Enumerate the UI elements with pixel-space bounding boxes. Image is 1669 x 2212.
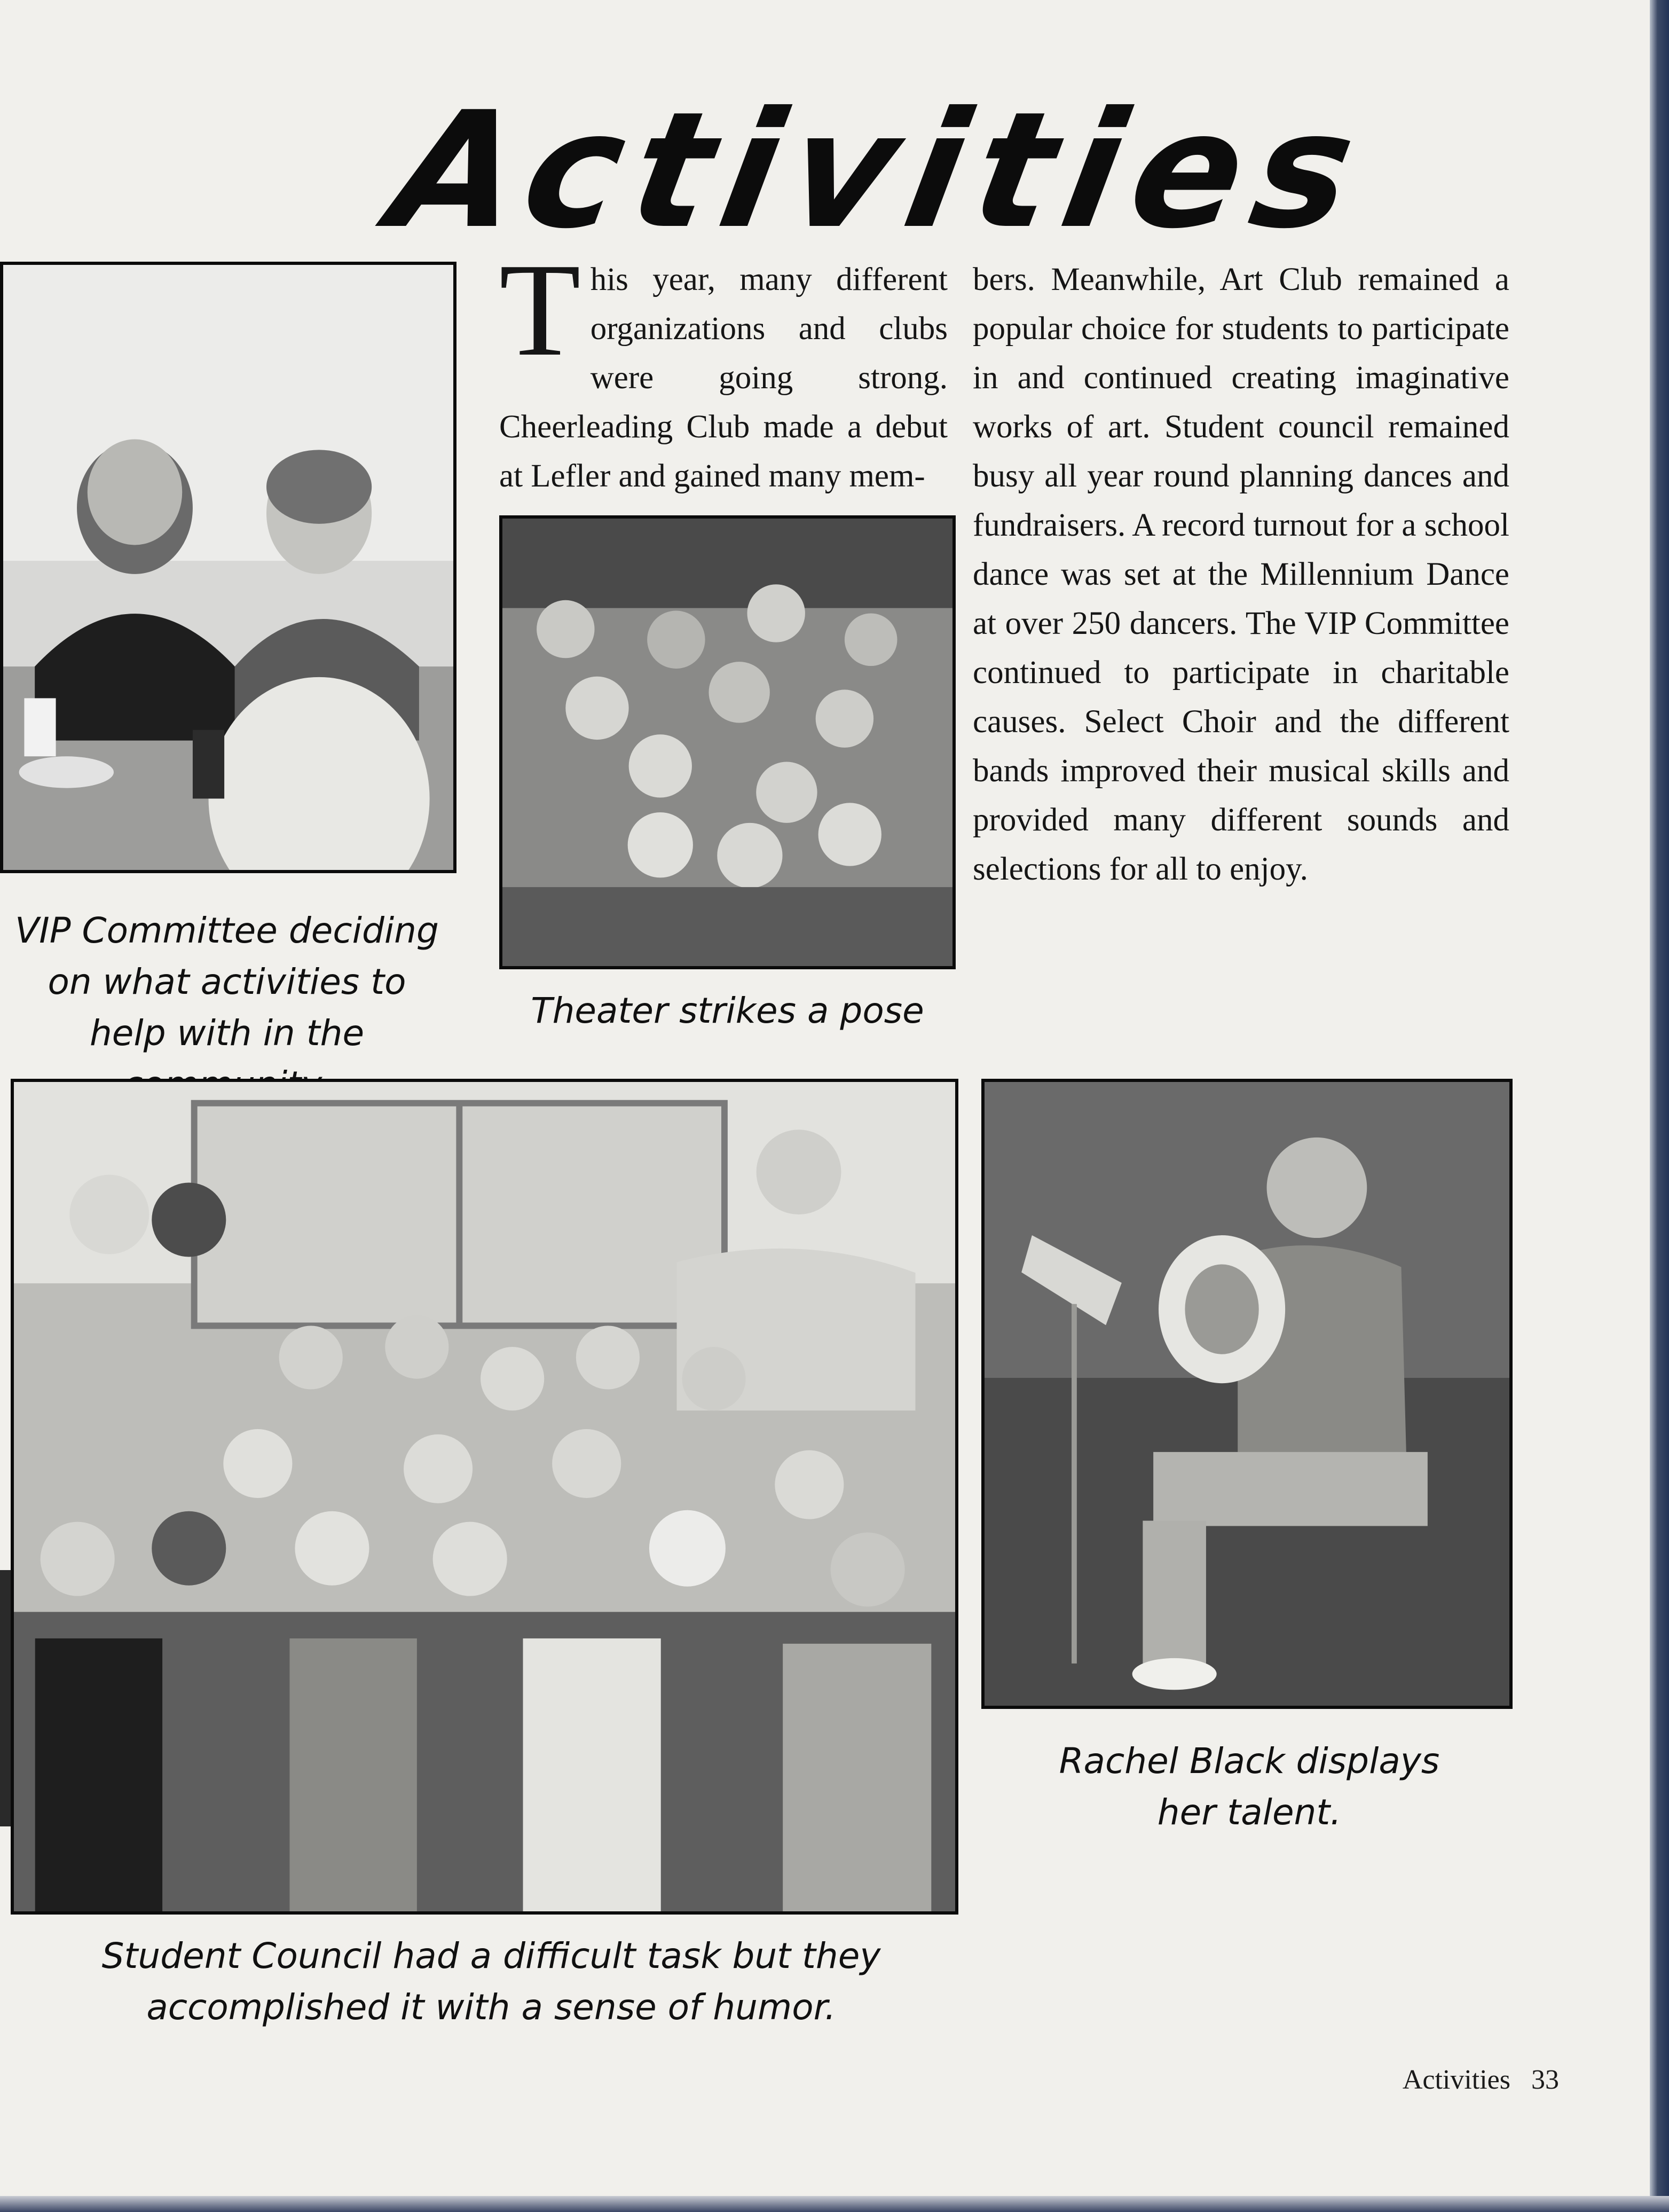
theater-caption: Theater strikes a pose: [531, 990, 924, 1031]
theater-photo: [499, 515, 956, 969]
footer-section: Activities: [1402, 2065, 1510, 2095]
vip-committee-photo: [0, 262, 456, 873]
page-title: Activities: [379, 77, 1380, 264]
student-council-photo: [11, 1079, 958, 1915]
article-column-1: [499, 236, 948, 501]
book-bottom-edge: [0, 2196, 1669, 2212]
vip-committee-caption: VIP Committee deciding on what activities to help with in the: [15, 910, 439, 1054]
book-page-edge: [1650, 0, 1669, 2212]
page-footer: [1324, 2059, 1559, 2101]
article-column-2: [973, 255, 1509, 992]
article-text-1: his year, many different organizations and clubs were going strong. Cheerleading Club made a debut at Lefler and gained many mem-: [499, 262, 948, 494]
page-number: 33: [1531, 2065, 1559, 2095]
article-text-2: bers. Meanwhile, Art Club remained a popular choice for students to participate in and continued creating imaginative works of art. Student council remained busy all year round planning dances and fundraisers. A record turnout for a school dance was set at the Millennium Dance at over 250 dancers. The VIP Committee continued to participate in charitable causes. Select Choir and the different bands improved their musical skills and provided many different sounds and selections for all to enjoy.: [973, 262, 1509, 887]
drop-cap: T: [499, 236, 581, 384]
student-council-caption: Student Council had a difficult task but they accomplished it with a sense of humor.: [101, 1935, 881, 2028]
rachel-black-photo: [981, 1079, 1513, 1709]
rachel-black-caption: Rachel Black displays her talent.: [1059, 1740, 1440, 1833]
